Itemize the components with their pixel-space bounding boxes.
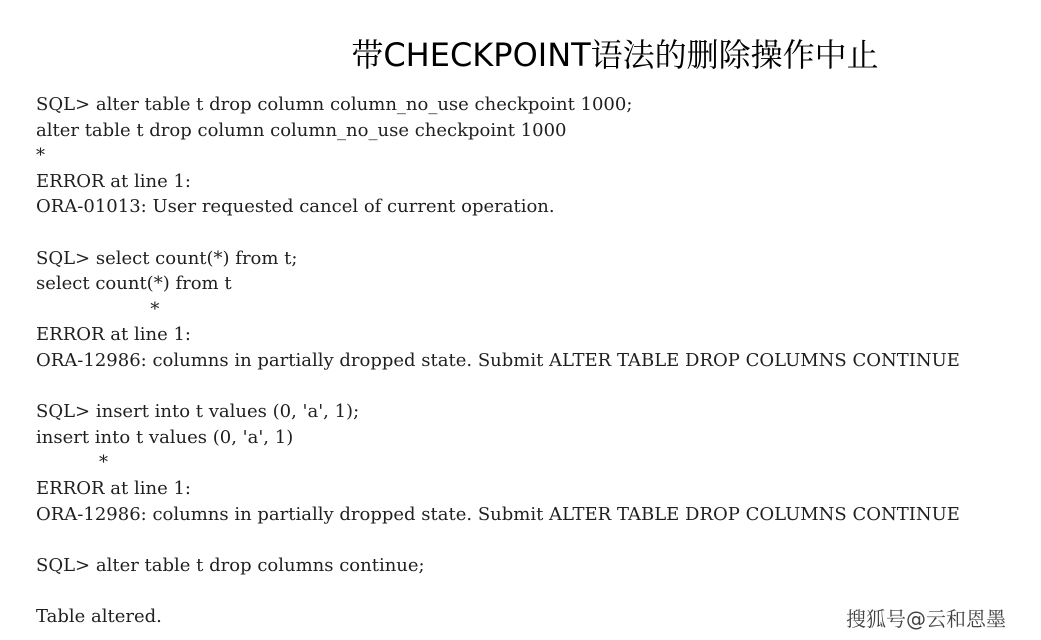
console-line <box>36 374 960 400</box>
console-line: SQL> alter table t drop columns continue; <box>36 554 425 576</box>
console-line: * <box>36 298 160 320</box>
source-watermark: 搜狐号@云和恩墨 <box>846 607 1006 631</box>
console-line: ORA-12986: columns in partially dropped state. Submit ALTER TABLE DROP COLUMNS CONTINUE <box>36 503 960 525</box>
page-title: 带CHECKPOINT语法的删除操作中止 <box>351 36 879 74</box>
console-line <box>36 527 960 553</box>
console-line: ERROR at line 1: <box>36 324 191 346</box>
console-line: ORA-01013: User requested cancel of current operation. <box>36 196 555 218</box>
console-line: ERROR at line 1: <box>36 170 191 192</box>
console-line <box>36 220 960 246</box>
console-line: alter table t drop column column_no_use checkpoint 1000 <box>36 119 567 141</box>
sql-console-output <box>36 92 960 629</box>
console-line: ERROR at line 1: <box>36 477 191 499</box>
console-line: SQL> select count(*) from t; <box>36 247 298 269</box>
console-line: insert into t values (0, 'a', 1) <box>36 426 294 448</box>
console-line: * <box>36 452 108 474</box>
console-line: Table altered. <box>36 605 162 627</box>
console-line: SQL> alter table t drop column column_no_use checkpoint 1000; <box>36 94 633 115</box>
console-line: ORA-12986: columns in partially dropped state. Submit ALTER TABLE DROP COLUMNS CONTINUE <box>36 349 960 371</box>
console-line: * <box>36 145 45 167</box>
console-line: SQL> insert into t values (0, 'a', 1); <box>36 401 360 423</box>
console-line: select count(*) from t <box>36 273 232 295</box>
console-line <box>36 578 960 604</box>
